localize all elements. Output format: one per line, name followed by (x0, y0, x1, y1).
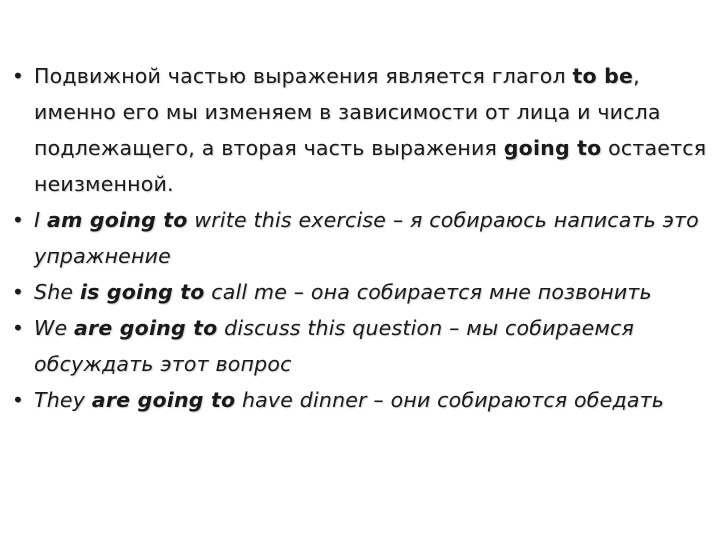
bullet-dot-icon: • (11, 64, 25, 88)
text-segment: We (34, 316, 74, 340)
bullet-dot-icon: • (11, 388, 25, 412)
bullet-item (8, 382, 708, 418)
bold-phrase: going to (503, 136, 602, 160)
text-segment: She (34, 280, 80, 304)
text-segment: discuss this question – мы собираемся обсуждать этот вопрос (34, 316, 635, 376)
text-segment: call me – она собирается мне позвонить (204, 280, 652, 304)
text-segment: остается неизменной. (34, 136, 707, 196)
bold-phrase: are going to (74, 316, 218, 340)
text-segment: I (34, 208, 47, 232)
bullet-dot-icon: • (11, 280, 25, 304)
bullet-list (8, 58, 708, 418)
bullet-item (8, 202, 708, 274)
bold-phrase: am going to (46, 208, 188, 232)
bold-phrase: are going to (91, 388, 236, 412)
bold-phrase: is going to (79, 280, 205, 304)
bullet-item (8, 274, 708, 310)
text-segment: write this exercise – я собираюсь написать это упражнение (34, 208, 699, 268)
text-segment: They (34, 388, 92, 412)
bullet-dot-icon: • (11, 316, 25, 340)
bullet-dot-icon: • (11, 208, 25, 232)
text-segment: , именно его мы изменяем в зависимости от лица и числа подлежащего, а вторая часть выражения (34, 64, 661, 160)
bullet-item (8, 58, 708, 202)
bullet-item (8, 310, 708, 382)
text-segment: have dinner – они собираются обедать (235, 388, 665, 412)
text-segment: Подвижной частью выражения является глагол (34, 64, 573, 88)
bold-phrase: to be (572, 64, 634, 88)
